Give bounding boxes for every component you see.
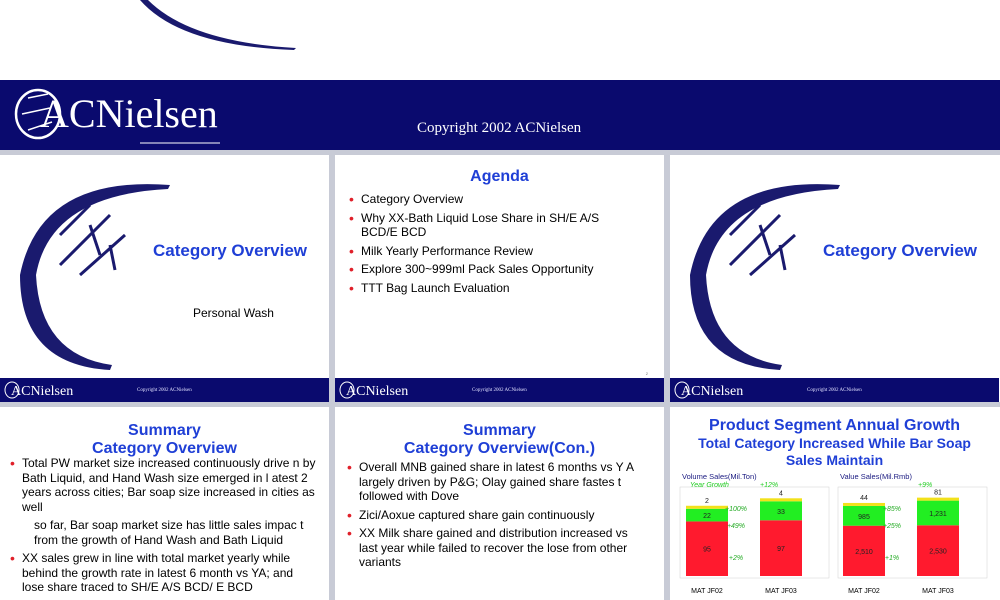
summary-sub-bullet: so far, Bar soap market size has little sales impac t from the growth of Hand Wash and Bath Liquid (34, 518, 304, 547)
stacked-bar-segment (686, 506, 728, 509)
footer-copyright: Copyright 2002 ACNielsen (137, 388, 192, 393)
slide-thumbnail-3[interactable] (670, 155, 999, 402)
segment-growth-label: +2% (728, 555, 744, 562)
footer-copyright: Copyright 2002 ACNielsen (807, 388, 862, 393)
summary-list (8, 551, 317, 595)
footer-logo-text: ACNielsen (681, 384, 744, 399)
slide-title: Category Overview (153, 241, 308, 260)
agenda-item: • Milk Yearly Performance Review (347, 244, 634, 259)
summary-bullet: • Zici/Aoxue captured share gain continuously (345, 508, 648, 523)
total-growth-label: +12% (760, 482, 779, 489)
x-tick-label: MAT JF02 (691, 588, 723, 595)
slide-subtitle: Total Category Increased While Bar Soap (698, 435, 971, 451)
summary-bullet: • Total PW market size increased continuously drive n by Bath Liquid, and Hand Wash size emerged in l atest 2 years across cities; Bar soap size increased in cities as well (8, 456, 317, 514)
segment-growth-chart (670, 407, 999, 600)
bar-data-label: 2,530 (929, 548, 947, 556)
bar-data-label: 81 (934, 489, 942, 497)
slide-subtitle: Personal Wash (193, 306, 274, 320)
globe-arc-icon (670, 165, 870, 375)
slide-title: Summary (128, 422, 201, 439)
logo-text: ACNielsen (40, 91, 218, 136)
agenda-item: • Why XX-Bath Liquid Lose Share in SH/E A/S BCD/E BCD (347, 211, 634, 240)
slide-subtitle: Sales Maintain (785, 452, 884, 468)
total-growth-label: +9% (918, 482, 933, 489)
slide-title: Summary (463, 422, 536, 439)
summary-list (8, 456, 317, 514)
slide-thumbnail-2[interactable] (335, 155, 664, 402)
bar-data-label: 4 (779, 490, 783, 498)
bar-data-label: 2 (705, 497, 709, 505)
bar-data-label: 97 (777, 546, 785, 554)
bar-data-label: 44 (860, 494, 868, 502)
slide-footer (0, 378, 329, 402)
x-tick-label: MAT JF03 (922, 588, 954, 595)
segment-growth-label: +100% (725, 506, 747, 513)
segment-growth-label: +49% (726, 523, 746, 530)
bar-data-label: 22 (703, 513, 711, 521)
agenda-item: • TTT Bag Launch Evaluation (347, 281, 634, 296)
globe-arc-decoration (100, 0, 320, 60)
footer-copyright: Copyright 2002 ACNielsen (472, 388, 527, 393)
slide-subtitle: Category Overview(Con.) (403, 440, 596, 457)
segment-growth-label: +85% (882, 506, 902, 513)
bar-data-label: 1,231 (929, 510, 947, 518)
slide-thumbnail-4[interactable] (0, 407, 329, 600)
segment-growth-label: +25% (882, 523, 902, 530)
bar-data-label: 33 (777, 508, 785, 516)
banner-copyright: Copyright 2002 ACNielsen (417, 120, 582, 136)
acnielsen-logo (339, 379, 409, 401)
slide-footer (335, 378, 664, 402)
summary-bullet: • XX sales grew in line with total market yearly while behind the growth rate in latest 6 month vs YA; and lose share traced to SH/E A/S BCD/ E BCD (8, 551, 317, 595)
acnielsen-logo (10, 84, 240, 144)
bar-data-label: 95 (703, 546, 711, 554)
summary-bullet: • XX Milk share gained and distribution increased vs last year while failed to recover the lose from other variants (345, 526, 648, 570)
agenda-list (347, 192, 634, 295)
year-growth-label: Year Growth (690, 482, 729, 489)
segment-growth-label: +1% (884, 555, 900, 562)
stacked-bar-segment (760, 498, 802, 501)
page-number: 2 (645, 371, 648, 376)
chart-title: Volume Sales(Mil.Ton) (682, 472, 757, 481)
stacked-bar-segment (843, 503, 885, 506)
slide-subtitle: Category Overview (92, 440, 237, 457)
agenda-item: • Category Overview (347, 192, 634, 207)
slide-footer (670, 378, 999, 402)
footer-logo-text: ACNielsen (11, 384, 74, 399)
chart-title: Value Sales(Mil.Rmb) (840, 472, 912, 481)
agenda-item: • Explore 300~999ml Pack Sales Opportunity (347, 262, 634, 277)
slide-thumbnail-6[interactable] (670, 407, 999, 600)
footer-logo-text: ACNielsen (346, 384, 409, 399)
slide-thumbnail-5[interactable] (335, 407, 664, 600)
stacked-bar-segment (917, 498, 959, 501)
slide-title: Product Segment Annual Growth (709, 417, 960, 434)
summary-bullet: • Overall MNB gained share in latest 6 months vs Y A largely driven by P&G; Olay gained share fastes t followed with Dove (345, 460, 648, 504)
slide-title: Category Overview (823, 241, 978, 260)
bar-data-label: 985 (858, 513, 870, 521)
slide-thumbnail-1[interactable] (0, 155, 329, 402)
x-tick-label: MAT JF02 (848, 588, 880, 595)
bar-data-label: 2,510 (855, 548, 873, 556)
acnielsen-logo (674, 379, 744, 401)
acnielsen-logo (4, 379, 74, 401)
slide-title: Agenda (470, 168, 529, 185)
x-tick-label: MAT JF03 (765, 588, 797, 595)
summary-list (345, 460, 648, 570)
globe-arc-icon (0, 165, 200, 375)
